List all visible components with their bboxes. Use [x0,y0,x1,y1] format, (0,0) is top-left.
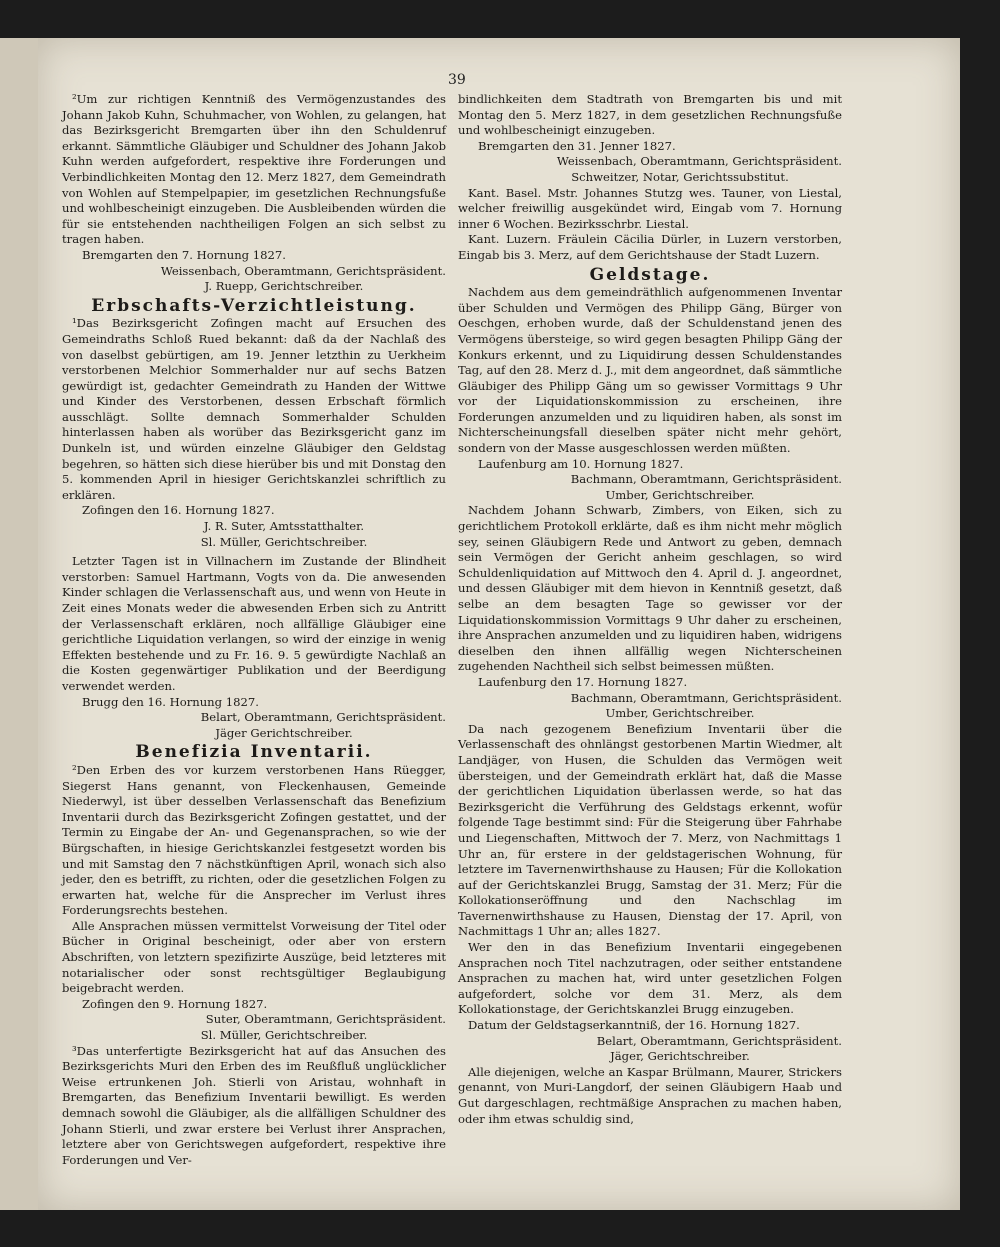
section-heading: Geldstage. [589,264,711,285]
notice-date: Datum der Geldstagserkanntniß, der 16. Hornung 1827. [468,1018,800,1033]
signature: Bachmann, Oberamtmann, Gerichtspräsident. [570,690,842,705]
notice-hartmann: Letzter Tagen ist in Villnachern im Zustande der Blindheit verstorben: Samuel Hartmann, Vogts von da. Die anwesenden Kinder schlagen die Verlassenschaft aus, und wenn von Heute in Zeit eines Monats weder die abwesenden Erben sich zu Antritt der Verlassenschaft erklären, noch allfällige Gläubiger eine gerichtliche Liquidation verlangen, so wird der einzige in wenig Effekten bestehende und zu Fr. 16. 9. 5 gewürdigte Nachlaß an die Kosten gegenwärtiger Publikation und der Beerdigung verwendet werden. [62,554,446,693]
notice-claims: Alle Ansprachen müssen vermittelst Vorweisung der Titel oder Bücher in Original bescheinigt, oder aber von erstern Abschriften, von letztern spezifizirte Auszüge, beid letzteres mit notarialischer oder sonst rechtsgültiger Beglaubigung beigebracht werden. [62,918,446,996]
signature: Umber, Gerichtschreiber. [605,487,755,502]
signature: Sl. Müller, Gerichtschreiber. [200,534,368,549]
section-heading: Erbschafts-Verzichtleistung. [91,295,417,316]
page-edge-left [0,38,38,1210]
notice-gaeng: Nachdem aus dem gemeindräthlich aufgenommenen Inventar über Schulden und Vermögen des Philipp Gäng, Bürger von Oeschgen, erhoben wurde, daß der Schuldenstand jenen des Vermögens übersteige, so wird gegen besagten Philipp Gäng der Konkurs erkennt, und zu Liquidirung dessen Schuldenstandes Tag, auf den 28. Merz d. J., mit dem angeordnet, daß sämmtliche Gläubiger des Philipp Gäng um so gewisser Vormittags 9 Uhr vor der Liquidationskommission zu erscheinen, ihre Forderungen anzumelden und zu liquidiren haben, als sonst im Nichterscheinungsfall dieselben später nicht mehr gehört, sondern von der Masse ausgeschlossen werden müßten. [458,285,842,456]
notice-date: Laufenburg den 17. Hornung 1827. [478,674,688,689]
notice-date: Zofingen den 16. Hornung 1827. [82,503,275,518]
notice-bruelmann: Alle diejenigen, welche an Kaspar Brülmann, Maurer, Strickers genannt, von Muri-Langdorf, der seinen Gläubigern Haab und Gut dargeschlagen, rechtmäßige Ansprachen zu machen haben, oder ihm etwas schuldig sind, [458,1064,842,1126]
notice-rueegger: ²Den Erben des vor kurzem verstorbenen Hans Rüegger, Siegerst Hans genannt, von Fleckenhausen, Gemeinde Niederwyl, ist über desselben Verlassenschaft das Benefizium Inventarii durch das Bezirksgericht Zofingen gestattet, und der Termin zu Eingabe der An- und Gegenansprachen, so wie der Bürgschaften, in hiesige Gerichtskanzlei festgesetzt worden bis und mit Samstag den 7 nächstkünftigen April, wonach sich also jeder, den es betrifft, zu richten, oder die gesetzlichen Folgen zu erwarten hat, welche für die Ansprecher im Verlust ihres Forderungsrechts bestehen. [62,762,446,918]
page-number: 39 [448,72,466,88]
notice-date: Brugg den 16. Hornung 1827. [82,694,259,709]
signature: Bachmann, Oberamtmann, Gerichtspräsident. [570,472,842,487]
signature: Belart, Oberamtmann, Gerichtspräsident. [596,1033,842,1048]
notice-wiedmer: Da nach gezogenem Benefizium Inventarii über die Verlassenschaft des ohnlängst gestorbenen Martin Wiedmer, alt Landjäger, von Husen, die Schulden das Vermögen weit übersteigen, und der Gemeindrath erklärt hat, daß die Masse der gerichtlichen Liquidation überlassen werde, so hat das Bezirksgericht die Verführung des Geldstags erkennt, wofür folgende Tage bestimmt sind: Für die Steigerung über Fahrhabe und Liegenschaften, Mittwoch der 7. Merz, von Nachmittags 1 Uhr an, für erstere in der geldstagerischen Wohnung, für letztere im Tavernenwirthshause zu Hausen; Für die Kollokation auf der Gerichtskanzlei Brugg, Samstag der 31. Merz; Für die Kollokationseröffnung und den Nachschlag im Tavernenwirthshause zu Hausen, Dienstag der 17. April, von Nachmittags 1 Uhr an; alles 1827. [458,721,842,939]
notice-luzern: Kant. Luzern. Fräulein Cäcilia Dürler, in Luzern verstorben, Eingab bis 3. Merz, auf dem Gerichtshause der Stadt Luzern. [458,232,842,262]
signature: Jäger, Gerichtschreiber. [610,1049,750,1064]
notice-continued: bindlichkeiten dem Stadtrath von Bremgarten bis und mit Montag den 5. Merz 1827, in dem gesetzlichen Rechnungsfuße und wohlbescheinigt einzugeben. [458,92,842,138]
left-column [62,92,446,1168]
notice-date: Zofingen den 9. Hornung 1827. [82,996,268,1011]
notice-date: Bremgarten den 7. Hornung 1827. [82,247,286,262]
notice-claims-brugg: Wer den in das Benefizium Inventarii eingegebenen Ansprachen noch Titel nachzutragen, oder seither entstandene Ansprachen zu machen hat, wird unter gesetzlichen Folgen aufgefordert, solche vor dem 31. Merz, als dem Kollokationstage, der Gerichtskanzlei Brugg einzugeben. [458,940,842,1017]
signature: J. R. Suter, Amtsstatthalter. [203,519,365,534]
notice-sommerhalder: ¹Das Bezirksgericht Zofingen macht auf Ersuchen des Gemeindraths Schloß Rued bekannt: daß da der Nachlaß des von daselbst gebürtigen, am 19. Jenner letzthin zu Uerkheim verstorbenen Melchior Sommerhalder nur auf sechs Batzen gewürdigt ist, gedachter Gemeindrath zu Handen der Wittwe und Kinder des Verstorbenen, dessen Erbschaft förmlich ausschlägt. Sollte demnach Sommerhalder Schulden hinterlassen haben als worüber das Bezirksgericht ganz im Dunkeln ist, und würden einzelne Gläubiger den Geldstag begehren, so hätten sich diese hierüber bis und mit Donstag den 5. kommenden April in hiesiger Gerichtskanzlei schriftlich zu erklären. [62,316,446,502]
notice-stierli: ³Das unterfertigte Bezirksgericht hat auf das Ansuchen des Bezirksgerichts Muri den Erben des im Reußfluß unglücklicher Weise ertrunkenen Joh. Stierli von Aristau, wohnhaft in Bremgarten, das Benefizium Inventarii bewilligt. Es werden demnach sowohl die Gläubiger, als die allfälligen Schuldner des Johann Stierli, und zwar erstere bei Verlust ihrer Ansprachen, letztere aber von Gerichtswegen aufgefordert, respektive ihre Forderungen und Ver- [62,1043,446,1167]
signature: Umber, Gerichtschreiber. [605,706,755,721]
signature: Weissenbach, Oberamtmann, Gerichtspräsident. [556,154,842,169]
notice-schwarb: Nachdem Johann Schwarb, Zimbers, von Eiken, sich zu gerichtlichem Protokoll erklärte, daß es ihm nicht mehr möglich sey, seinen Gläubigern Rede und Antwort zu geben, demnach sein Vermögen der Gericht anheim geschlagen, so wird Schuldenliquidation auf Mittwoch den 4. April d. J. angeordnet, und dessen Gläubiger mit dem hievon in Kenntniß gesetzt, daß selbe an dem besagten Tage so gewisser vor der Liquidationskommission Vormittags 9 Uhr daher zu erscheinen, ihre Ansprachen anzumelden und zu liquidiren haben, widrigens dieselben den ihnen allfällig wegen Nichterscheinen zugehenden Nachtheil sich selbst beimessen müßten. [458,503,842,674]
notice-kuhn: ²Um zur richtigen Kenntniß des Vermögenzustandes des Johann Jakob Kuhn, Schuhmacher, von Wohlen, zu gelangen, hat das Bezirksgericht Bremgarten über ihn den Schuldenruf erkannt. Sämmtliche Gläubiger und Schuldner des Johann Jakob Kuhn werden aufgefordert, respektive ihre Forderungen und Verbindlichkeiten Montag den 12. Merz 1827, dem Gemeindrath von Wohlen auf Stempelpapier, im gesetzlichen Rechnungsfuße und wohlbescheinigt einzugeben. Die Ausbleibenden würden die für sie entstehenden nachtheiligen Folgen an sich selbst zu tragen haben. [62,92,446,247]
right-column [458,92,842,1127]
signature: J. Ruepp, Gerichtschreiber. [204,279,364,294]
signature: Jäger Gerichtschreiber. [215,725,353,740]
signature: Weissenbach, Oberamtmann, Gerichtspräsident. [160,263,446,278]
signature: Suter, Oberamtmann, Gerichtspräsident. [205,1012,446,1027]
signature: Belart, Oberamtmann, Gerichtspräsident. [200,710,446,725]
signature: Sl. Müller, Gerichtschreiber. [200,1028,368,1043]
notice-basel: Kant. Basel. Mstr. Johannes Stutzg wes. Tauner, von Liestal, welcher freiwillig ausgekündet wird, Eingab vom 7. Hornung inner 6 Wochen. Bezirksschrbr. Liestal. [458,185,842,231]
notice-date: Bremgarten den 31. Jenner 1827. [478,138,676,153]
notice-date: Laufenburg am 10. Hornung 1827. [478,456,684,471]
section-heading: Benefizia Inventarii. [135,742,373,763]
signature: Schweitzer, Notar, Gerichtssubstitut. [571,169,789,184]
